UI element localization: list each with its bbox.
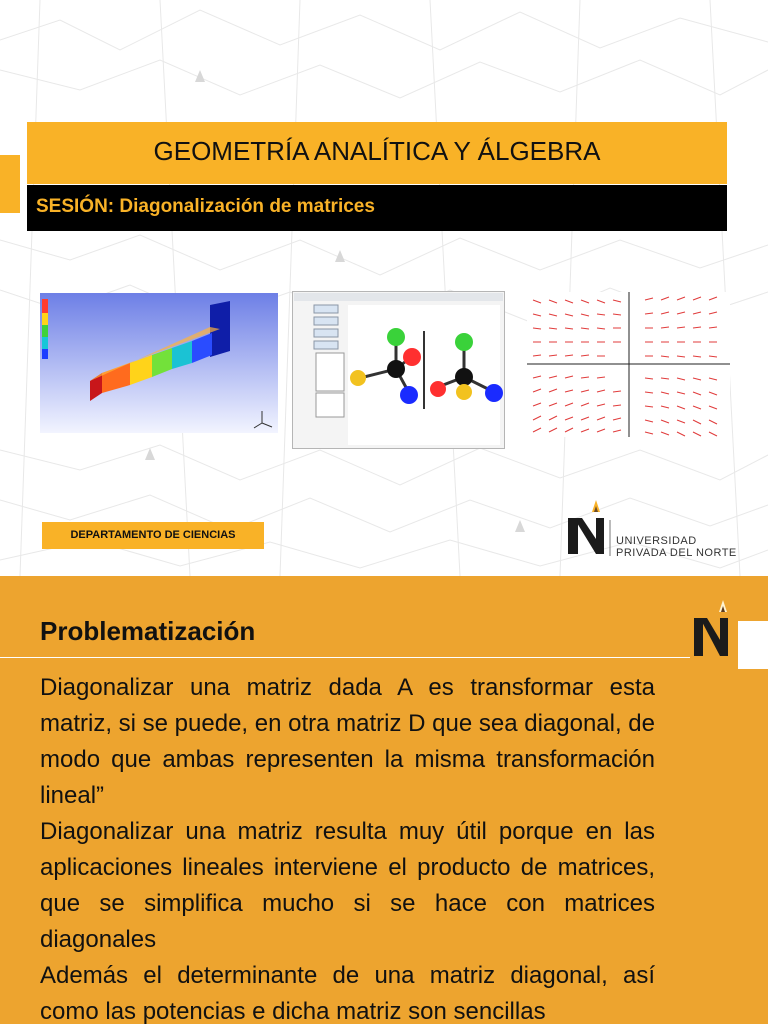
university-name-line1: UNIVERSIDAD (616, 535, 697, 547)
fem-beam-image (40, 293, 278, 433)
paragraph-1: Diagonalizar una matriz dada A es transformar esta matriz, si se puede, en otra matriz D que sea diagonal, de modo que ambas representen la misma transformación lineal” (40, 674, 655, 809)
university-name (616, 535, 737, 559)
paragraph-2: Diagonalizar una matriz resulta muy útil porque en las aplicaciones lineales interviene el producto de matrices, que se simplifica mucho si se hace con matrices diagonales (40, 818, 655, 953)
problem-slide (0, 576, 768, 1024)
session-banner (27, 185, 727, 231)
university-name-line2: PRIVADA DEL NORTE (616, 547, 737, 559)
upn-n-logo-icon (690, 598, 734, 662)
right-white-tab (738, 621, 768, 669)
department-badge (42, 522, 264, 549)
problem-body (40, 670, 655, 1024)
title-banner (27, 122, 727, 184)
session-title: SESIÓN: Diagonalización de matrices (36, 196, 375, 217)
paragraph-3: Además el determinante de una matriz diagonal, así como las potencias e dicha matriz son sencillas (40, 962, 655, 1024)
course-title: GEOMETRÍA ANALÍTICA Y ÁLGEBRA (153, 136, 601, 166)
problem-heading: Problematización (40, 616, 256, 646)
heading-underline (0, 657, 690, 658)
department-label: DEPARTAMENTO DE CIENCIAS (70, 529, 236, 541)
left-accent-tab (0, 155, 20, 213)
vector-field-image (527, 292, 730, 437)
molecule-image (292, 291, 505, 449)
